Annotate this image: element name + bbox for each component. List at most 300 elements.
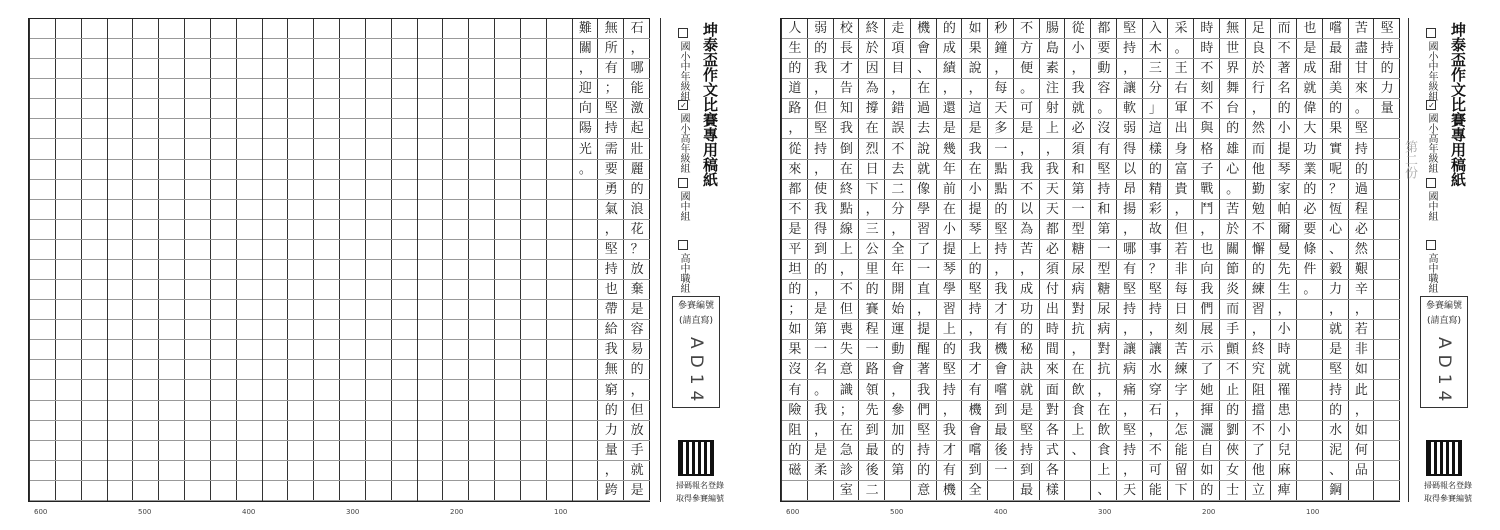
qr-code-icon[interactable]: [1426, 440, 1462, 476]
grid-cell: 展: [1194, 320, 1220, 340]
grid-cell: [469, 340, 495, 360]
grid-cell: 一: [1091, 240, 1117, 260]
checkbox-checked-icon[interactable]: ✓: [679, 101, 688, 110]
grid-cell: [133, 240, 159, 260]
grid-cell: 每: [1168, 280, 1194, 300]
grid-cell: 後: [859, 461, 885, 481]
grid-cell: [392, 320, 418, 340]
grid-cell: [237, 260, 263, 280]
grid-cell: 到: [808, 240, 834, 260]
grid-cell: 炎: [1220, 280, 1246, 300]
grid-cell: 走: [885, 19, 911, 39]
character-count-marker: 300: [1098, 508, 1112, 516]
grid-cell: 堅: [911, 421, 937, 441]
grid-cell: [495, 280, 521, 300]
grid-cell: 才: [962, 360, 988, 380]
grid-cell: [237, 340, 263, 360]
grid-cell: 嚐: [988, 381, 1014, 401]
grid-cell: [521, 59, 547, 79]
grid-cell: 績: [937, 59, 963, 79]
grid-cell: [340, 39, 366, 59]
grid-cell: 都: [782, 180, 808, 200]
grid-cell: 持: [937, 381, 963, 401]
grid-cell: [211, 340, 237, 360]
grid-cell: [133, 421, 159, 441]
grid-cell: [1297, 360, 1323, 380]
grid-cell: 能: [1168, 441, 1194, 461]
grid-cell: [108, 119, 134, 139]
grid-cell: 向: [573, 99, 599, 119]
grid-cell: [547, 79, 573, 99]
grid-cell: [443, 39, 469, 59]
grid-cell: 也: [1194, 240, 1220, 260]
grid-cell: [366, 180, 392, 200]
grid-cell: [108, 99, 134, 119]
grid-cell: 節: [1220, 260, 1246, 280]
grid-cell: 功: [1297, 140, 1323, 160]
grid-cell: [443, 320, 469, 340]
grid-cell: [392, 119, 418, 139]
grid-column: [1167, 19, 1193, 501]
grid-cell: [263, 320, 289, 340]
grid-cell: [211, 421, 237, 441]
grid-cell: [418, 300, 444, 320]
grid-cell: [288, 461, 314, 481]
grid-cell: [1297, 401, 1323, 421]
grid-cell: 而: [1246, 140, 1272, 160]
grid-cell: 會: [988, 360, 1014, 380]
grid-cell: [56, 360, 82, 380]
grid-cell: [340, 19, 366, 39]
qr-code-icon[interactable]: [678, 440, 714, 476]
grid-cell: 痛: [1117, 381, 1143, 401]
grid-cell: [495, 39, 521, 59]
category-option[interactable]: [1424, 28, 1439, 101]
grid-cell: 提: [911, 320, 937, 340]
grid-cell: 苦: [1014, 240, 1040, 260]
grid-cell: [495, 140, 521, 160]
grid-cell: 到: [1014, 461, 1040, 481]
grid-cell: [469, 421, 495, 441]
grid-cell: 昂: [1117, 180, 1143, 200]
grid-cell: [263, 260, 289, 280]
grid-cell: [288, 421, 314, 441]
grid-cell: 們: [911, 401, 937, 421]
category-option[interactable]: [676, 240, 691, 293]
grid-cell: [1374, 140, 1400, 160]
grid-cell: [314, 421, 340, 441]
grid-cell: 說: [962, 59, 988, 79]
grid-cell: 可: [1143, 461, 1169, 481]
grid-cell: [314, 240, 340, 260]
grid-cell: 右: [1168, 79, 1194, 99]
grid-cell: 的: [808, 39, 834, 59]
grid-cell: 意: [911, 481, 937, 501]
grid-cell: [314, 381, 340, 401]
grid-cell: 時: [1194, 19, 1220, 39]
grid-cell: [340, 360, 366, 380]
grid-cell: [159, 59, 185, 79]
grid-cell: [237, 39, 263, 59]
grid-cell: [547, 19, 573, 39]
grid-cell: [82, 119, 108, 139]
grid-cell: 在: [1091, 401, 1117, 421]
grid-cell: 。: [1014, 79, 1040, 99]
grid-cell: 路: [782, 99, 808, 119]
grid-cell: [185, 140, 211, 160]
grid-cell: [288, 39, 314, 59]
grid-cell: 舞: [1220, 79, 1246, 99]
grid-cell: 在: [834, 160, 860, 180]
grid-cell: [340, 381, 366, 401]
grid-cell: 堅: [1374, 19, 1400, 39]
grid-cell: [418, 200, 444, 220]
grid-cell: 手: [1220, 320, 1246, 340]
grid-cell: [443, 180, 469, 200]
grid-cell: [469, 461, 495, 481]
grid-cell: 付: [1040, 280, 1066, 300]
grid-cell: [418, 441, 444, 461]
grid-cell: 的: [1014, 320, 1040, 340]
grid-cell: [30, 360, 56, 380]
category-option[interactable]: [676, 28, 691, 101]
grid-cell: 倒: [834, 140, 860, 160]
grid-cell: [30, 39, 56, 59]
grid-cell: [314, 180, 340, 200]
grid-cell: [211, 160, 237, 180]
grid-cell: 使: [808, 180, 834, 200]
grid-cell: 第: [808, 320, 834, 340]
grid-cell: [573, 260, 599, 280]
grid-cell: 們: [1194, 300, 1220, 320]
grid-cell: [392, 461, 418, 481]
grid-cell: [366, 160, 392, 180]
grid-cell: 水: [1323, 421, 1349, 441]
grid-cell: 堅: [1117, 19, 1143, 39]
grid-cell: [288, 140, 314, 160]
grid-cell: 學: [937, 280, 963, 300]
grid-cell: 持: [598, 119, 624, 139]
grid-cell: 的: [911, 461, 937, 481]
grid-cell: [469, 119, 495, 139]
grid-cell: 持: [988, 240, 1014, 260]
grid-cell: 艱: [1349, 260, 1375, 280]
grid-cell: 誤: [885, 119, 911, 139]
grid-cell: 我: [1065, 79, 1091, 99]
grid-cell: [108, 200, 134, 220]
grid-cell: 機: [937, 481, 963, 501]
grid-cell: [366, 461, 392, 481]
grid-column: [210, 19, 236, 501]
grid-cell: [30, 300, 56, 320]
grid-cell: [159, 481, 185, 501]
grid-cell: 良: [1246, 39, 1272, 59]
grid-cell: ，: [1065, 59, 1091, 79]
grid-cell: 年: [937, 160, 963, 180]
grid-cell: 告: [834, 79, 860, 99]
grid-cell: 糖: [1065, 240, 1091, 260]
grid-cell: 讓: [1117, 79, 1143, 99]
grid-cell: [418, 421, 444, 441]
category-label: 國小高年級組: [678, 113, 689, 173]
checkbox-icon[interactable]: [1426, 178, 1436, 188]
grid-cell: 沒: [1091, 119, 1117, 139]
grid-cell: 量: [1374, 99, 1400, 119]
grid-cell: [782, 481, 808, 501]
id-sublabel: (請直寫): [1426, 316, 1462, 326]
grid-cell: [237, 360, 263, 380]
grid-cell: ，: [1117, 220, 1143, 240]
grid-cell: [469, 180, 495, 200]
grid-cell: [392, 19, 418, 39]
checkbox-icon[interactable]: [678, 178, 688, 188]
grid-cell: 、: [1323, 240, 1349, 260]
grid-cell: 一: [808, 340, 834, 360]
grid-cell: ；: [834, 401, 860, 421]
grid-cell: 足: [1246, 19, 1272, 39]
grid-cell: 錯: [885, 99, 911, 119]
grid-cell: [211, 240, 237, 260]
grid-cell: [495, 240, 521, 260]
grid-cell: 麻: [1271, 461, 1297, 481]
category-option[interactable]: [1424, 100, 1439, 173]
grid-cell: [237, 461, 263, 481]
grid-cell: 的: [1220, 401, 1246, 421]
grid-cell: 弱: [808, 19, 834, 39]
checkbox-icon[interactable]: [1426, 28, 1436, 38]
grid-cell: 讓: [1117, 340, 1143, 360]
grid-cell: 放: [624, 260, 650, 280]
grid-cell: [521, 461, 547, 481]
grid-cell: [547, 401, 573, 421]
grid-cell: [469, 320, 495, 340]
grid-cell: 泥: [1323, 441, 1349, 461]
category-option[interactable]: [676, 100, 691, 173]
grid-cell: 天: [988, 99, 1014, 119]
grid-cell: 持: [808, 140, 834, 160]
grid-cell: [418, 280, 444, 300]
grid-cell: [1374, 360, 1400, 380]
qr-caption-line2: 取得參賽編號: [676, 494, 724, 503]
grid-cell: 是: [624, 300, 650, 320]
grid-cell: 抗: [1065, 320, 1091, 340]
grid-cell: [159, 240, 185, 260]
grid-cell: [263, 39, 289, 59]
checkbox-checked-icon[interactable]: ✓: [1427, 101, 1436, 110]
character-count-marker: 100: [554, 508, 568, 516]
grid-cell: 穿: [1143, 381, 1169, 401]
grid-cell: [263, 79, 289, 99]
grid-cell: [288, 300, 314, 320]
grid-cell: 的: [1220, 119, 1246, 139]
grid-cell: 食: [1065, 401, 1091, 421]
grid-cell: 著: [911, 360, 937, 380]
grid-cell: [56, 39, 82, 59]
grid-cell: [185, 300, 211, 320]
grid-cell: [288, 381, 314, 401]
grid-cell: [56, 59, 82, 79]
grid-cell: 會: [962, 421, 988, 441]
grid-cell: 習: [911, 220, 937, 240]
grid-cell: 分: [885, 200, 911, 220]
checkbox-icon[interactable]: [1426, 240, 1436, 250]
grid-cell: 水: [1143, 360, 1169, 380]
grid-cell: 堅: [598, 99, 624, 119]
grid-cell: [211, 220, 237, 240]
grid-cell: 來: [1040, 360, 1066, 380]
checkbox-icon[interactable]: [678, 28, 688, 38]
grid-cell: 果: [782, 340, 808, 360]
grid-cell: 灑: [1194, 421, 1220, 441]
grid-cell: 何: [1349, 441, 1375, 461]
grid-cell: 持: [1091, 180, 1117, 200]
grid-cell: ，: [1349, 401, 1375, 421]
checkbox-icon[interactable]: [678, 240, 688, 250]
grid-cell: [392, 280, 418, 300]
category-option[interactable]: [676, 178, 691, 221]
grid-cell: 不: [1194, 99, 1220, 119]
grid-cell: [443, 461, 469, 481]
grid-cell: ，: [1117, 401, 1143, 421]
grid-cell: [366, 99, 392, 119]
grid-cell: 麗: [624, 160, 650, 180]
grid-cell: 里: [859, 260, 885, 280]
grid-cell: [288, 360, 314, 380]
grid-cell: 心: [1323, 220, 1349, 240]
grid-cell: 揮: [1194, 401, 1220, 421]
grid-cell: 長: [834, 39, 860, 59]
grid-cell: 也: [598, 280, 624, 300]
grid-cell: [443, 280, 469, 300]
grid-cell: 機: [988, 340, 1014, 360]
grid-cell: [82, 461, 108, 481]
grid-column: [1270, 19, 1296, 501]
grid-cell: 而: [1220, 300, 1246, 320]
grid-cell: 、: [1065, 441, 1091, 461]
grid-cell: [1374, 180, 1400, 200]
grid-cell: ，: [911, 300, 937, 320]
grid-cell: 會: [911, 39, 937, 59]
grid-cell: 持: [1374, 39, 1400, 59]
grid-cell: [469, 300, 495, 320]
grid-cell: 樣: [1143, 140, 1169, 160]
grid-cell: 學: [911, 200, 937, 220]
grid-cell: 秘: [1014, 340, 1040, 360]
grid-cell: 賽: [859, 300, 885, 320]
grid-cell: [133, 340, 159, 360]
grid-cell: [56, 260, 82, 280]
grid-cell: [547, 99, 573, 119]
grid-cell: [392, 140, 418, 160]
grid-cell: 去: [885, 160, 911, 180]
grid-cell: [521, 160, 547, 180]
grid-column: [1245, 19, 1271, 501]
grid-cell: 實: [1323, 140, 1349, 160]
grid-cell: [392, 180, 418, 200]
grid-column: [1039, 19, 1065, 501]
grid-cell: 點: [988, 160, 1014, 180]
grid-cell: 尿: [1065, 260, 1091, 280]
grid-cell: 小: [962, 180, 988, 200]
grid-cell: 出: [1168, 119, 1194, 139]
grid-cell: [1374, 200, 1400, 220]
grid-cell: 激: [624, 99, 650, 119]
grid-cell: 示: [1194, 340, 1220, 360]
grid-cell: 我: [937, 421, 963, 441]
grid-cell: 俠: [1220, 441, 1246, 461]
grid-cell: [314, 59, 340, 79]
grid-cell: ，: [885, 220, 911, 240]
grid-cell: ，: [859, 200, 885, 220]
grid-column: [184, 19, 210, 501]
grid-cell: 是: [1014, 119, 1040, 139]
grid-cell: [159, 401, 185, 421]
id-label: 參賽編號: [677, 301, 714, 311]
grid-cell: 會: [885, 360, 911, 380]
grid-cell: [443, 240, 469, 260]
grid-cell: 在: [834, 421, 860, 441]
grid-column: [417, 19, 443, 501]
grid-cell: [1297, 441, 1323, 461]
grid-cell: [392, 200, 418, 220]
grid-cell: 一: [911, 260, 937, 280]
grid-cell: 木: [1143, 39, 1169, 59]
grid-cell: 和: [1091, 200, 1117, 220]
grid-cell: [392, 340, 418, 360]
grid-cell: [495, 320, 521, 340]
grid-cell: [82, 320, 108, 340]
grid-cell: 她: [1194, 381, 1220, 401]
grid-cell: 注: [1040, 79, 1066, 99]
grid-cell: 飲: [1091, 421, 1117, 441]
grid-cell: 患: [1271, 401, 1297, 421]
category-option[interactable]: [1424, 178, 1439, 221]
grid-cell: [133, 180, 159, 200]
grid-cell: [133, 19, 159, 39]
grid-cell: 了: [911, 240, 937, 260]
grid-cell: [443, 220, 469, 240]
grid-cell: 就: [1297, 79, 1323, 99]
contestant-id-value: AD14: [1434, 337, 1454, 408]
grid-cell: 身: [1168, 140, 1194, 160]
grid-cell: 食: [1091, 441, 1117, 461]
grid-cell: [82, 260, 108, 280]
grid-cell: 樣: [1040, 481, 1066, 501]
grid-cell: [1374, 280, 1400, 300]
category-option[interactable]: [1424, 240, 1439, 293]
grid-cell: 然: [1349, 240, 1375, 260]
grid-cell: [30, 401, 56, 421]
grid-cell: [547, 421, 573, 441]
grid-cell: 終: [859, 19, 885, 39]
grid-cell: 。: [1349, 99, 1375, 119]
grid-cell: [30, 421, 56, 441]
grid-cell: 的: [782, 59, 808, 79]
grid-cell: 光: [573, 140, 599, 160]
grid-cell: [573, 421, 599, 441]
grid-cell: [1297, 461, 1323, 481]
grid-cell: [30, 481, 56, 501]
grid-cell: [159, 220, 185, 240]
grid-cell: 堅: [988, 220, 1014, 240]
grid-cell: ，: [808, 421, 834, 441]
grid-cell: 先: [1271, 260, 1297, 280]
grid-cell: [1374, 300, 1400, 320]
grid-cell: ，: [1246, 99, 1272, 119]
grid-column: [546, 19, 572, 501]
grid-cell: 上: [1065, 421, 1091, 441]
grid-cell: [314, 300, 340, 320]
